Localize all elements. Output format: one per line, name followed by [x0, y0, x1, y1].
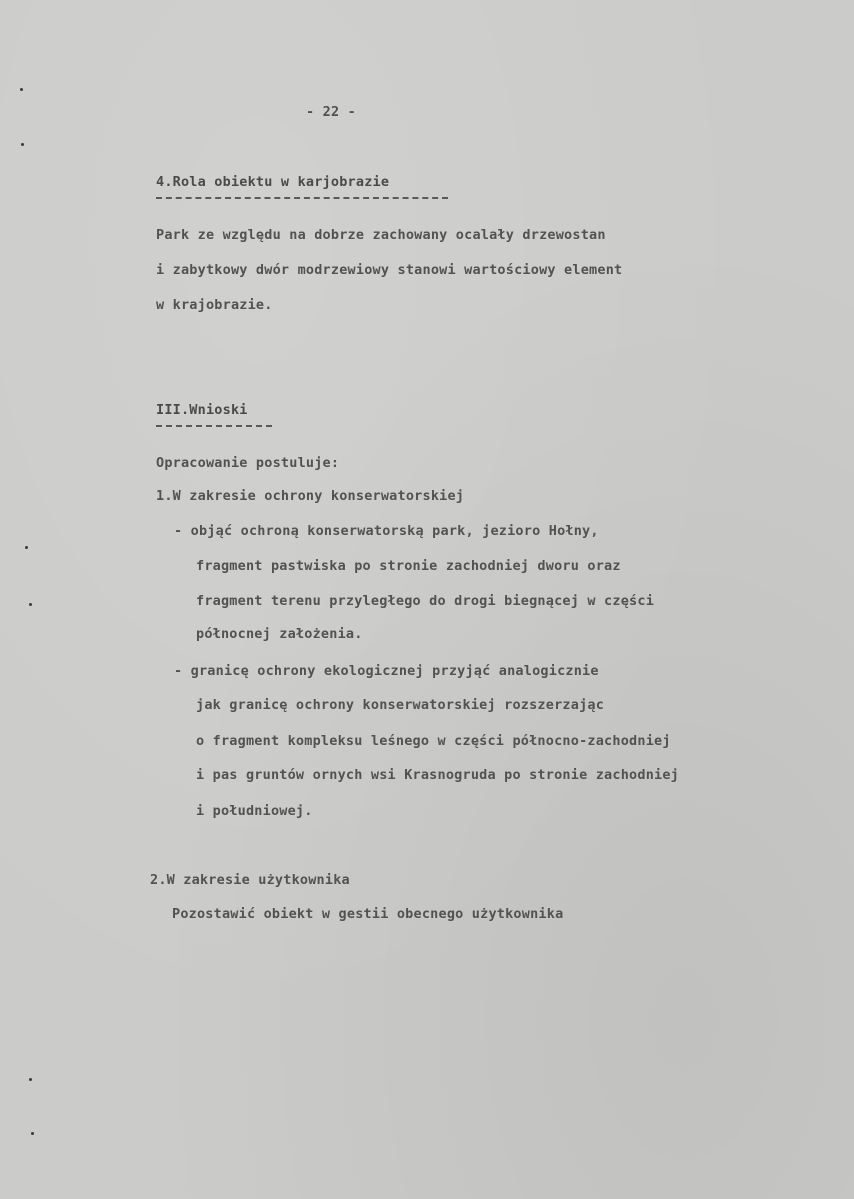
bullet-line: fragment pastwiska po stronie zachodniej dworu oraz: [196, 558, 621, 574]
bullet-line: i pas gruntów ornych wsi Krasnogruda po stronie zachodniej: [196, 767, 680, 783]
bullet-line: fragment terenu przyległego do drogi biegnącej w części: [196, 593, 655, 609]
scan-speck: [29, 603, 32, 606]
heading-underline: [156, 197, 448, 199]
bullet-line: i południowej.: [196, 803, 313, 819]
point-title: 1.W zakresie ochrony konserwatorskiej: [156, 488, 465, 504]
paragraph-line: Park ze względu na dobrze zachowany ocalały drzewostan: [156, 227, 606, 243]
section-heading: 4.Rola obiektu w karjobrazie: [156, 174, 390, 190]
point-title: 2.W zakresie użytkownika: [150, 872, 350, 888]
bullet-line: północnej założenia.: [196, 626, 363, 642]
scan-speck: [29, 1078, 32, 1081]
page-number: - 22 -: [306, 104, 356, 120]
scan-speck: [25, 546, 28, 549]
intro-text: Opracowanie postuluje:: [156, 455, 340, 471]
bullet-line: jak granicę ochrony konserwatorskiej rozszerzając: [196, 697, 605, 713]
scan-speck: [20, 88, 23, 91]
bullet-line: - objąć ochroną konserwatorską park, jezioro Hołny,: [174, 523, 599, 539]
scan-speck: [31, 1132, 34, 1135]
bullet-line: o fragment kompleksu leśnego w części północno-zachodniej: [196, 733, 671, 749]
paragraph-line: w krajobrazie.: [156, 297, 273, 313]
scan-speck: [21, 143, 24, 146]
section-heading: III.Wnioski: [156, 402, 248, 418]
bullet-line: - granicę ochrony ekologicznej przyjąć analogicznie: [174, 663, 599, 679]
heading-underline: [156, 425, 272, 427]
paragraph-line: i zabytkowy dwór modrzewiowy stanowi wartościowy element: [156, 262, 623, 278]
point-text: Pozostawić obiekt w gestii obecnego użytkownika: [172, 906, 564, 922]
